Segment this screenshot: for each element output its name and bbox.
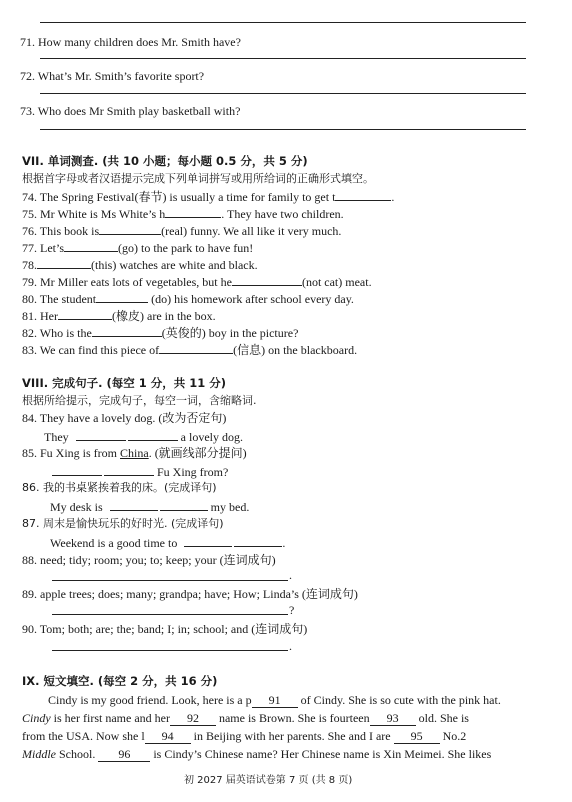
q80-text-b: (do) his homework after school every day. xyxy=(151,292,354,306)
p4-text-b: School. xyxy=(59,747,96,761)
passage-line-4 xyxy=(22,747,491,762)
q86-text-a: My desk is xyxy=(50,500,103,514)
q87-blank-2[interactable] xyxy=(234,535,282,547)
question-83 xyxy=(22,342,357,357)
q76-text-a: 76. This book is xyxy=(22,224,100,238)
question-89: 89. apple trees; does; many; grandpa; have; How; Linda’s (连词成句) xyxy=(22,587,358,601)
q84-blank-1[interactable] xyxy=(76,429,126,441)
question-86: 86. 我的书桌紧挨着我的床。(完成译句) xyxy=(22,481,217,494)
blank-95[interactable]: 95 xyxy=(394,729,440,744)
q88-answer-line[interactable] xyxy=(52,580,288,581)
p2-text-d: old. She is xyxy=(418,711,469,725)
question-79 xyxy=(22,274,372,289)
blank-92[interactable]: 92 xyxy=(170,711,216,726)
blank-94[interactable]: 94 xyxy=(145,729,191,744)
question-72: 72. What’s Mr. Smith’s favorite sport? xyxy=(20,69,205,83)
q79-text-b: (not cat) meat. xyxy=(301,275,372,289)
p4-text-c: is Cindy’s Chinese name? Her Chinese name is Xin Meimei. She likes xyxy=(153,747,492,761)
question-84-answer xyxy=(44,429,243,444)
p3-text-b: in Beijing with her parents. She and I are xyxy=(193,729,391,743)
q75-text-a: 75. Mr White is Ms White’s h xyxy=(22,207,166,221)
section-8-title: VIII. 完成句子. (每空 1 分，共 11 分) xyxy=(22,376,227,390)
question-77 xyxy=(22,240,253,255)
blank-96[interactable]: 96 xyxy=(98,747,150,762)
q79-blank[interactable] xyxy=(232,274,302,286)
q80-blank[interactable] xyxy=(96,291,148,303)
q84-text-b: a lovely dog. xyxy=(180,430,243,444)
q85-text-a: 85. Fu Xing is from xyxy=(22,446,118,460)
question-82 xyxy=(22,325,298,340)
q77-text-a: 77. Let’s xyxy=(22,241,64,255)
q81-text-b: (橡皮) are in the box. xyxy=(112,309,216,323)
q74-text-a: 74. The Spring Festival(春节) is usually a time for family to get t xyxy=(22,190,336,204)
question-86-answer xyxy=(50,499,249,514)
question-75 xyxy=(22,206,344,221)
q75-blank[interactable] xyxy=(165,206,221,218)
q78-text-b: (this) watches are white and black. xyxy=(91,258,258,272)
section-8-instructions: 根据所给提示，完成句子，每空一词，含缩略词. xyxy=(22,394,257,407)
q76-text-b: (real) funny. We all like it very much. xyxy=(161,224,342,238)
question-88: 88. need; tidy; room; you; to; keep; your (连词成句) xyxy=(22,553,276,567)
section-9-title: IX. 短文填空. (每空 2 分，共 16 分) xyxy=(22,674,218,688)
q81-blank[interactable] xyxy=(58,308,112,320)
q85-blank-2[interactable] xyxy=(104,464,154,476)
q85-underlined: China xyxy=(120,446,149,460)
passage-line-1 xyxy=(48,693,501,708)
question-90: 90. Tom; both; are; the; band; I; in; school; and (连词成句) xyxy=(22,622,308,636)
q75-text-b: . They have two children. xyxy=(221,207,344,221)
blank-91[interactable]: 91 xyxy=(252,693,298,708)
p2-text-a: Cindy xyxy=(22,711,51,725)
question-85 xyxy=(22,446,247,460)
p3-text-c: No.2 xyxy=(442,729,467,743)
q84-text-a: They xyxy=(44,430,69,444)
q90-answer-line[interactable] xyxy=(52,650,288,651)
q84-blank-2[interactable] xyxy=(128,429,178,441)
q88-end-punct: . xyxy=(289,568,292,582)
q83-text-a: 83. We can find this piece of xyxy=(22,343,160,357)
question-81 xyxy=(22,308,216,323)
question-87-answer xyxy=(50,535,285,550)
passage-line-2 xyxy=(22,711,469,726)
q87-text-b: . xyxy=(282,536,286,550)
question-85-answer xyxy=(52,464,228,479)
question-74 xyxy=(22,189,394,204)
q79-text-a: 79. Mr Miller eats lots of vegetables, but he xyxy=(22,275,232,289)
p2-text-c: name is Brown. She is fourteen xyxy=(218,711,370,725)
q86-blank-1[interactable] xyxy=(110,499,158,511)
q89-end-punct: ? xyxy=(289,603,295,617)
answer-line-73[interactable] xyxy=(40,129,526,130)
p1-text-b: of Cindy. She is so cute with the pink hat. xyxy=(300,693,501,707)
q89-answer-line[interactable] xyxy=(52,614,288,615)
q85-blank-1[interactable] xyxy=(52,464,102,476)
question-84: 84. They have a lovely dog. (改为否定句) xyxy=(22,411,227,425)
q83-blank[interactable] xyxy=(159,342,233,354)
answer-line-71[interactable] xyxy=(40,58,526,59)
question-80 xyxy=(22,291,354,306)
question-73: 73. Who does Mr Smith play basketball with? xyxy=(20,104,241,118)
p3-text-a: from the USA. Now she l xyxy=(22,729,145,743)
q77-text-b: (go) to the park to have fun! xyxy=(118,241,254,255)
q90-end-punct: . xyxy=(289,639,292,653)
q86-text-b: my bed. xyxy=(210,500,250,514)
section-7-title: VII. 单词测查. (共 10 小题；每小题 0.5 分，共 5 分) xyxy=(22,154,308,168)
q74-blank[interactable] xyxy=(335,189,391,201)
p4-text-a: Middle xyxy=(22,747,56,761)
q77-blank[interactable] xyxy=(64,240,118,252)
q80-text-a: 80. The student xyxy=(22,292,97,306)
question-71: 71. How many children does Mr. Smith have? xyxy=(20,35,241,49)
q82-text-b: (英俊的) boy in the picture? xyxy=(161,326,299,340)
page-footer: 初 2027 届英语试卷第 7 页 (共 8 页) xyxy=(184,775,353,786)
q83-text-b: (信息) on the blackboard. xyxy=(233,343,358,357)
q86-blank-2[interactable] xyxy=(160,499,208,511)
question-76 xyxy=(22,223,341,238)
q81-text-a: 81. Her xyxy=(22,309,58,323)
q85-text-b: . (就画线部分提问) xyxy=(148,446,247,460)
q78-blank[interactable] xyxy=(37,257,91,269)
p1-text-a: Cindy is my good friend. Look, here is a p xyxy=(48,693,252,707)
q82-blank[interactable] xyxy=(92,325,162,337)
p2-text-b: is her first name and her xyxy=(53,711,170,725)
blank-93[interactable]: 93 xyxy=(370,711,416,726)
passage-line-3 xyxy=(22,729,466,744)
q85-text-c: Fu Xing from? xyxy=(157,465,229,479)
answer-line-70 xyxy=(40,22,526,23)
answer-line-72[interactable] xyxy=(40,93,526,94)
question-87: 87. 周末是愉快玩乐的好时光. (完成译句) xyxy=(22,517,224,530)
question-78 xyxy=(22,257,258,272)
q82-text-a: 82. Who is the xyxy=(22,326,92,340)
section-7-instructions: 根据首字母或者汉语提示完成下列单词拼写或用所给词的正确形式填空。 xyxy=(22,172,374,185)
q78-text-a: 78. xyxy=(22,258,37,272)
q87-text-a: Weekend is a good time to xyxy=(50,536,178,550)
q76-blank[interactable] xyxy=(99,223,161,235)
q87-blank-1[interactable] xyxy=(184,535,232,547)
q74-text-b: . xyxy=(391,190,395,204)
